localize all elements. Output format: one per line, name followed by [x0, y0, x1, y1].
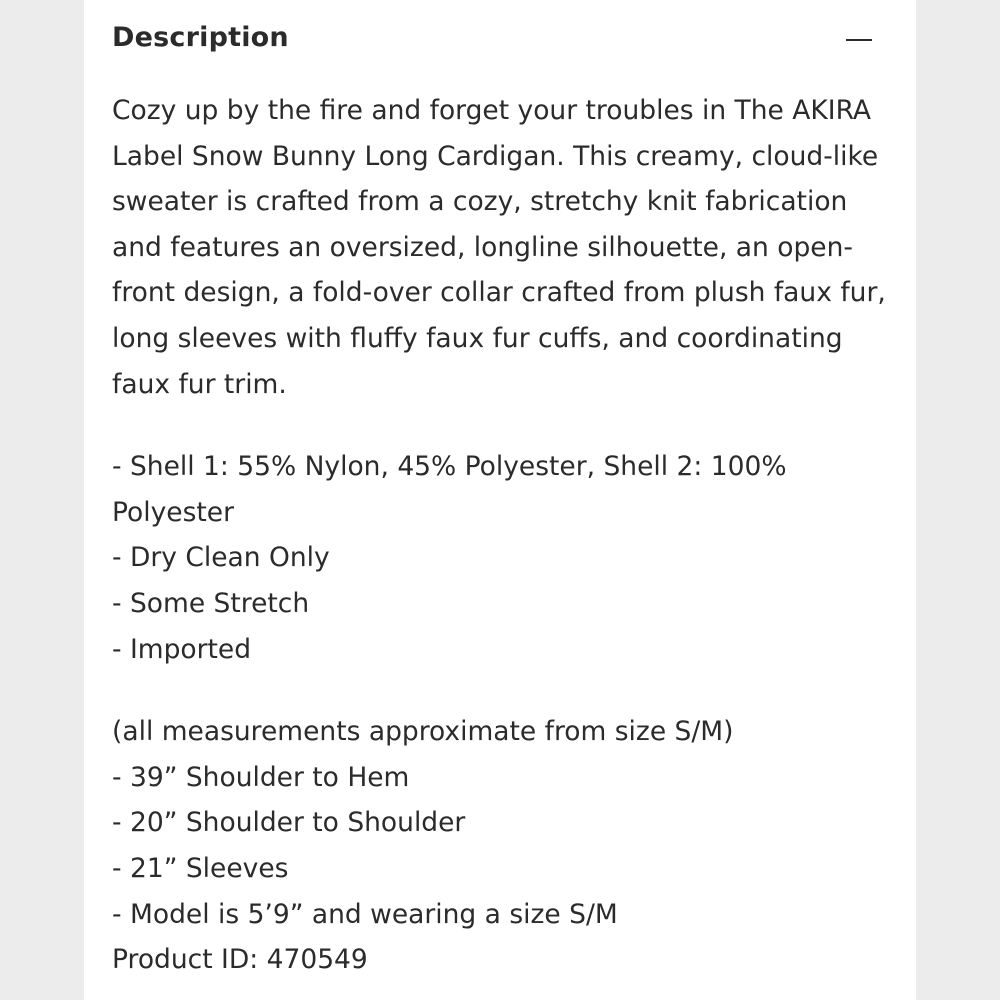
spacer — [112, 407, 902, 444]
detail-item: - Some Stretch — [112, 587, 310, 619]
paragraph-line: long sleeves with fluffy faux fur cuffs, and coordinating — [112, 322, 843, 354]
paragraph-line: faux fur trim. — [112, 368, 287, 400]
detail-item: - Dry Clean Only — [112, 542, 330, 574]
measurement-item: - 21” Sleeves — [112, 852, 289, 884]
minus-icon[interactable] — [846, 39, 872, 41]
measurement-item: - Model is 5’9” and wearing a size S/M — [112, 898, 618, 930]
measurement-note: (all measurements approximate from size S/M) — [112, 716, 734, 748]
description-panel — [84, 0, 916, 1000]
description-accordion-header[interactable] — [112, 18, 872, 64]
paragraph-line: and features an oversized, longline silhouette, an open- — [112, 231, 853, 263]
measurement-item: - 39” Shoulder to Hem — [112, 761, 410, 793]
description-paragraph — [112, 88, 902, 407]
description-body — [112, 88, 902, 983]
paragraph-line: front design, a fold-over collar crafted from plush faux fur, — [112, 277, 886, 309]
measurement-item: - 20” Shoulder to Shoulder — [112, 807, 466, 839]
details-list — [112, 444, 902, 672]
spacer — [112, 672, 902, 709]
paragraph-line: sweater is crafted from a cozy, stretchy knit fabrication — [112, 186, 848, 218]
description-title: Description — [112, 22, 289, 53]
product-id: Product ID: 470549 — [112, 944, 368, 976]
paragraph-line: Label Snow Bunny Long Cardigan. This creamy, cloud-like — [112, 140, 879, 172]
detail-item: - Shell 1: 55% Nylon, 45% Polyester, Shell 2: 100% — [112, 451, 787, 483]
detail-item: - Imported — [112, 633, 252, 665]
paragraph-line: Cozy up by the fire and forget your troubles in The AKIRA — [112, 95, 872, 126]
measurements-list — [112, 709, 902, 983]
detail-item: Polyester — [112, 496, 234, 528]
